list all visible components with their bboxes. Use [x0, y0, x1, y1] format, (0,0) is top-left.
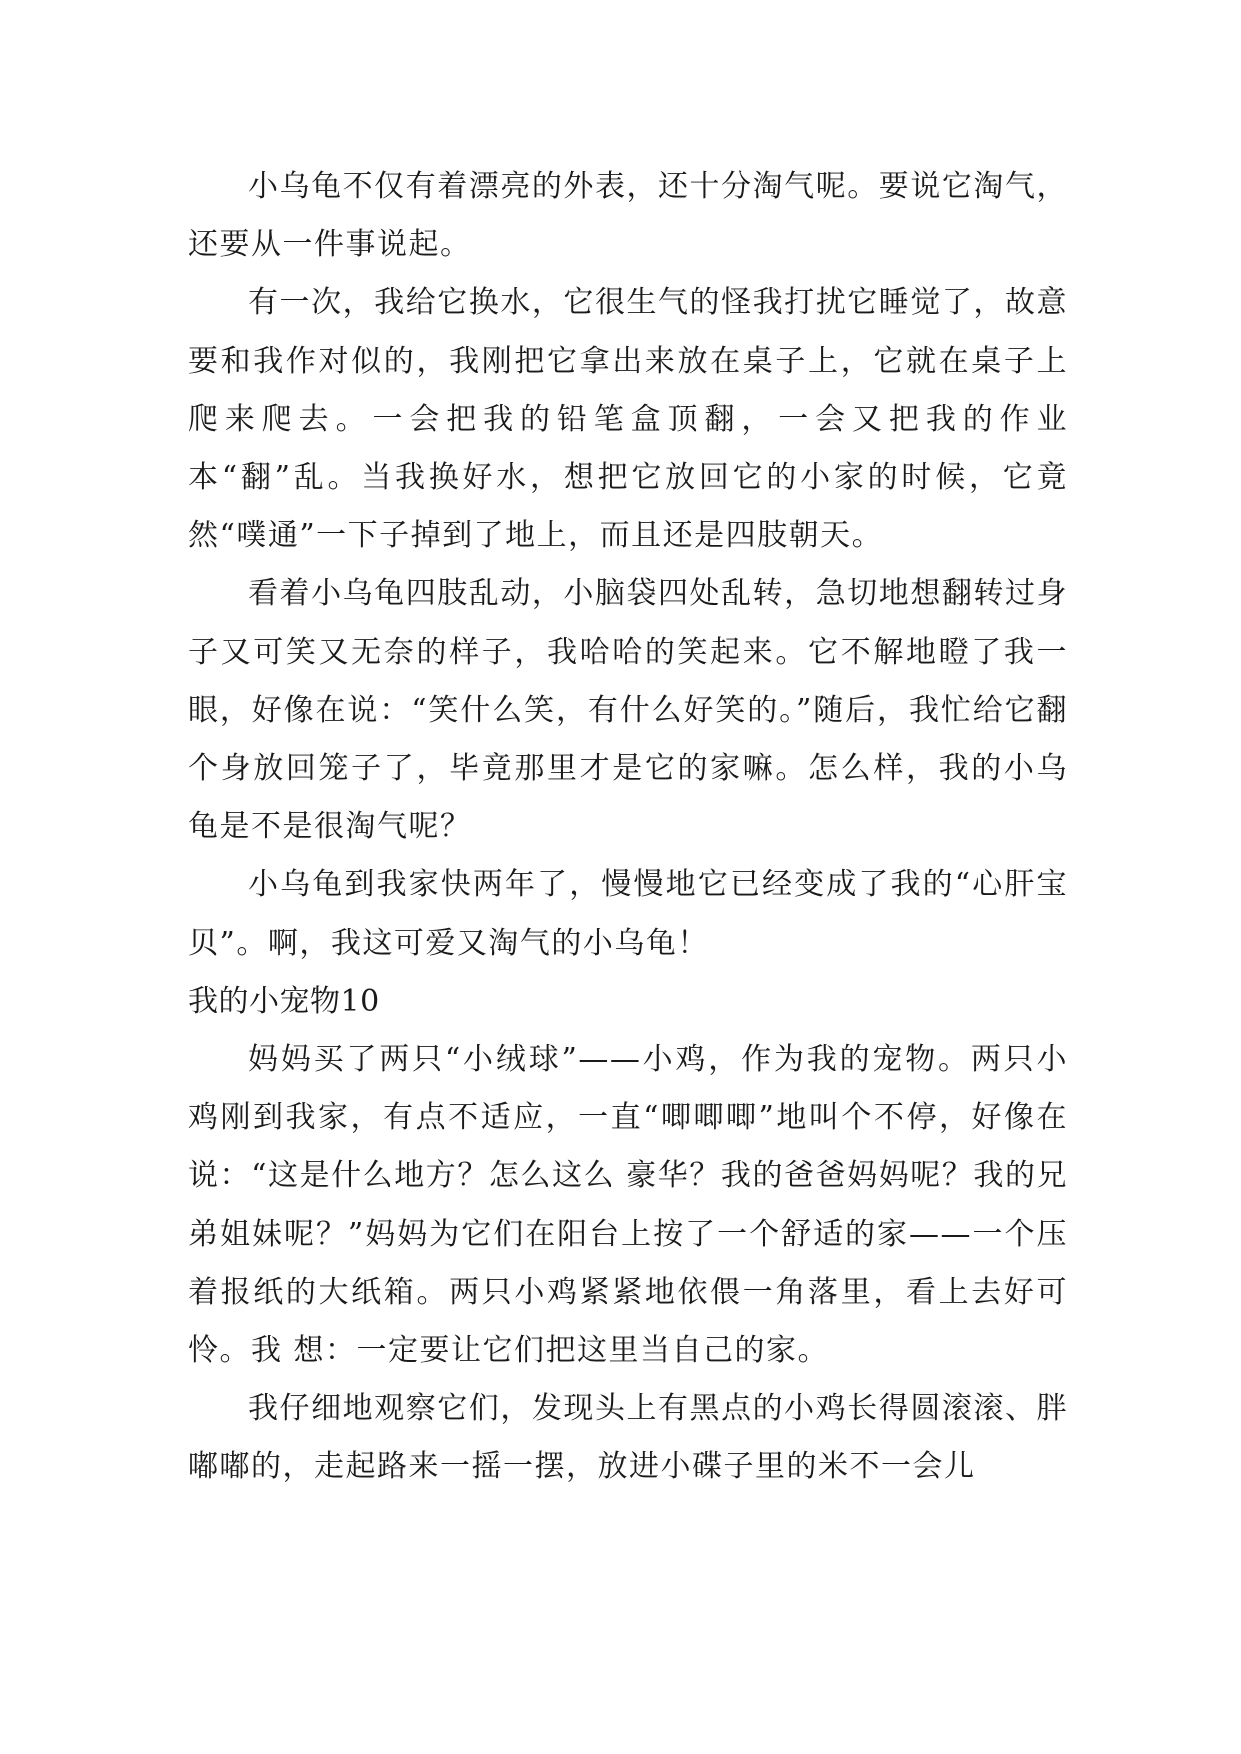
paragraph-turtle-conclusion: 小乌龟到我家快两年了，慢慢地它已经变成了我的“心肝宝贝”。啊，我这可爱又淘气的小乌龟！: [188, 867, 1068, 961]
section-heading: 我的小宠物10: [188, 983, 380, 1019]
paragraph-turtle-flip: 看着小乌龟四肢乱动，小脑袋四处乱转，急切地想翻转过身子又可笑又无奈的样子，我哈哈的笑起来。它不解地瞪了我一眼，好像在说：“笑什么笑，有什么好笑的。”随后，我忙给它翻个身放回笼子了，毕竟那里才是它的家嘛。怎么样，我的小乌龟是不是很淘气呢？: [188, 576, 1068, 845]
document-body: [188, 158, 1068, 1497]
paragraph-turtle-intro: 小乌龟不仅有着漂亮的外表，还十分淘气呢。要说它淘气，还要从一件事说起。: [188, 169, 1068, 263]
paragraph-chicks-observe: 我仔细地观察它们，发现头上有黑点的小鸡长得圆滚滚、胖嘟嘟的，走起路来一摇一摆，放进小碟子里的米不一会儿: [188, 1391, 1068, 1485]
paragraph-chicks-intro: 妈妈买了两只“小绒球”——小鸡，作为我的宠物。两只小鸡刚到我家，有点不适应，一直“唧唧唧”地叫个不停，好像在说：“这是什么地方？怎么这么 豪华？我的爸爸妈妈呢？我的兄弟姐妹呢？”妈妈为它们在阳台上按了一个舒适的家——一个压着报纸的大纸箱。两只小鸡紧紧地依偎一角落里，看上去好可怜。我 想：一定要让它们把这里当自己的家。: [188, 1042, 1068, 1369]
paragraph-turtle-water: 有一次，我给它换水，它很生气的怪我打扰它睡觉了，故意要和我作对似的，我刚把它拿出来放在桌子上，它就在桌子上爬来爬去。一会把我的铅笔盒顶翻，一会又把我的作业本“翻”乱。当我换好水，想把它放回它的小家的时候，它竟然“噗通”一下子掉到了地上，而且还是四肢朝天。: [188, 285, 1068, 554]
